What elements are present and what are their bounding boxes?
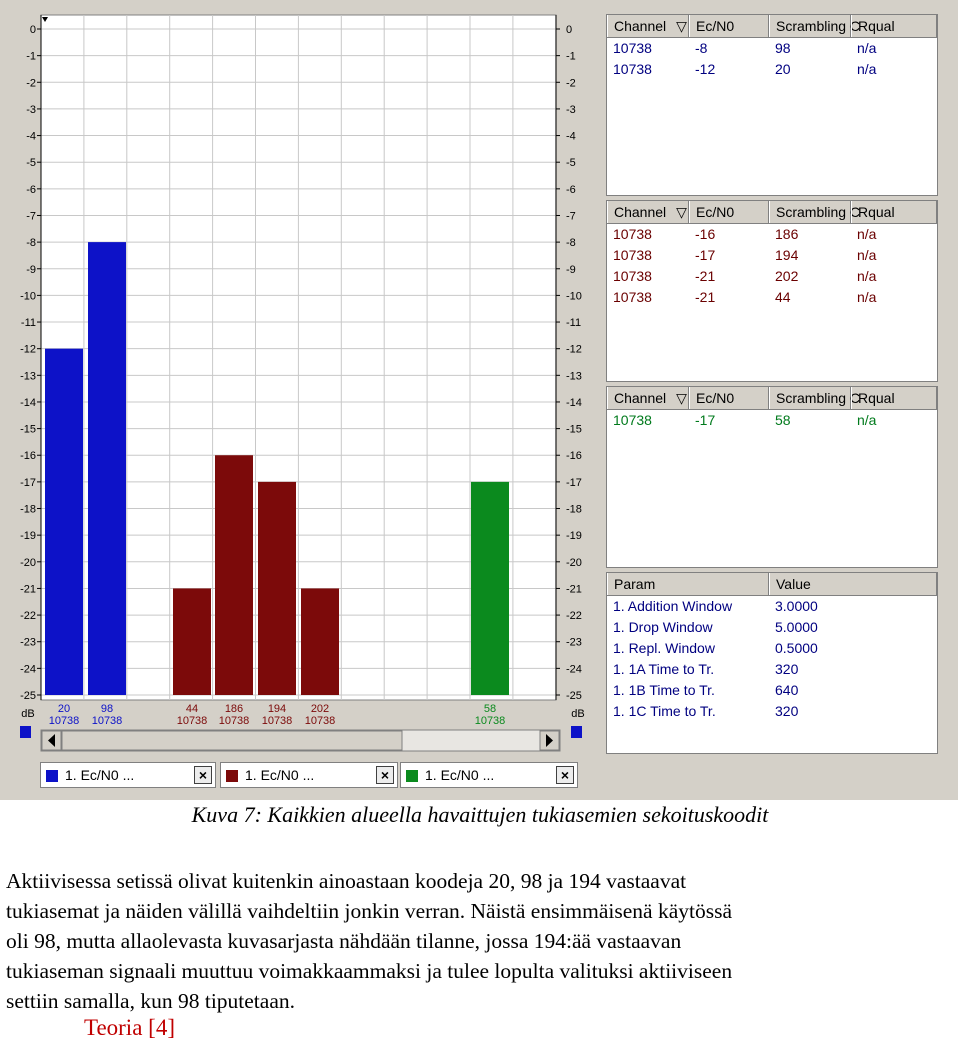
y-tick-label-left: -9 [26,263,36,276]
series-color-square [406,770,418,782]
param-row[interactable] [607,617,937,638]
y-tick-label-right: -18 [566,503,582,516]
y-tick-label-right: -1 [566,50,576,63]
table-cell: 98 [775,40,791,56]
unit-label-right: dB [571,708,585,720]
table-row[interactable] [607,266,937,287]
bar-scrambling-code-label: 186 [224,703,244,715]
y-tick-label-left: -21 [20,583,36,596]
param-value: 320 [775,703,799,719]
y-tick-label-left: -12 [20,343,36,356]
table-cell: 10738 [613,61,652,77]
y-tick-label-left: -5 [26,157,36,170]
table-cell: n/a [857,268,877,284]
bar-channel-label: 10738 [176,715,208,727]
param-row[interactable] [607,680,937,701]
bar-scrambling-code-label: 98 [100,703,114,715]
param-value: 0.5000 [775,640,818,656]
column-header-ecn0[interactable]: Ec/N0 [689,15,769,37]
column-header-rqual[interactable]: Rqual [851,201,937,223]
y-tick-label-right: -15 [566,423,582,436]
table-header [607,387,937,410]
y-tick-label-right: -3 [566,103,576,116]
bar-scrambling-code-194 [258,482,296,695]
y-tick-label-left: 0 [29,24,36,36]
table-row[interactable] [607,410,937,431]
series-tab-label: 1. Ec/N0 ... [65,767,135,783]
y-tick-label-right: -21 [566,583,582,596]
param-name: 1. Drop Window [613,619,713,635]
table-cell: 10738 [613,226,652,242]
table-cell: -8 [695,40,708,56]
y-tick-label-left: -10 [20,290,36,303]
table-header [607,15,937,38]
y-tick-label-right: -12 [566,343,582,356]
series-color-square [226,770,238,782]
y-tick-label-left: -13 [20,370,36,383]
bar-channel-label: 10738 [218,715,250,727]
sort-arrow-icon: ▽ [676,18,687,34]
bar-scrambling-code-58 [471,482,509,695]
column-header-param[interactable]: Param [607,573,769,595]
table-cell: -21 [695,268,716,284]
table-cell: 10738 [613,247,652,263]
paragraph-line: tukiaseman signaali muuttuu voimakkaammaksi ja tulee lopulta valituksi aktiiviseen [6,959,733,983]
y-tick-label-left: -4 [26,130,36,143]
column-header-scrambling-code[interactable]: Scrambling C [769,201,851,223]
y-tick-label-left: -22 [20,610,36,623]
param-row[interactable] [607,659,937,680]
bar-scrambling-code-202 [301,588,339,695]
y-tick-label-right: -10 [566,290,582,303]
y-tick-label-right: -13 [566,370,582,383]
y-tick-label-right: -20 [566,556,582,569]
body-paragraph [6,866,956,1016]
bar-scrambling-code-98 [88,242,126,695]
y-tick-label-left: -25 [20,690,36,702]
y-tick-label-left: -8 [26,237,36,250]
bar-channel-label: 10738 [91,715,123,727]
table-header [607,573,937,596]
parameters-table [606,572,938,754]
monitored-set-table [606,200,938,382]
param-name: 1. Addition Window [613,598,733,614]
y-tick-label-left: -19 [20,530,36,543]
y-tick-label-right: -8 [566,237,576,250]
table-cell: -21 [695,289,716,305]
sort-arrow-icon: ▽ [676,204,687,220]
table-row[interactable] [607,245,937,266]
table-cell: -17 [695,412,716,428]
column-header-channel[interactable]: Channel ▽ [607,387,689,409]
param-row[interactable] [607,701,937,722]
series-color-square [20,726,31,738]
column-header-scrambling-code[interactable]: Scrambling C [769,15,851,37]
bar-scrambling-code-44 [173,588,211,695]
table-cell: n/a [857,40,877,56]
bar-channel-label: 10738 [304,715,336,727]
close-icon[interactable]: × [556,766,574,784]
paragraph-line: settiin samalla, kun 98 tiputetaan. [6,989,295,1013]
table-cell: n/a [857,61,877,77]
table-cell: n/a [857,412,877,428]
y-tick-label-right: -24 [566,663,582,676]
param-name: 1. 1C Time to Tr. [613,703,716,719]
table-row[interactable] [607,224,937,245]
paragraph-line: Aktiivisessa setissä olivat kuitenkin ainoastaan koodeja 20, 98 ja 194 vastaavat [6,869,687,893]
bar-scrambling-code-20 [45,349,83,695]
param-value: 5.0000 [775,619,818,635]
y-tick-label-left: -11 [20,317,36,330]
y-tick-label-right: -2 [566,77,576,90]
table-cell: 10738 [613,40,652,56]
close-icon[interactable]: × [194,766,212,784]
param-value: 320 [775,661,799,677]
y-tick-label-right: -17 [566,476,582,489]
unit-label-left: dB [21,708,35,720]
series-tab-red[interactable] [220,762,398,788]
y-tick-label-left: -14 [20,396,36,409]
sort-arrow-icon: ▽ [676,390,687,406]
detected-set-table [606,386,938,568]
param-row[interactable] [607,638,937,659]
y-tick-label-right: -5 [566,157,576,170]
column-header-rqual[interactable]: Rqual [851,387,937,409]
table-row[interactable] [607,59,937,80]
column-header-ecn0[interactable]: Ec/N0 [689,387,769,409]
series-color-square [571,726,582,738]
scrollbar-thumb[interactable] [62,731,402,750]
y-tick-label-left: -20 [20,556,36,569]
table-cell: n/a [857,226,877,242]
y-tick-label-left: -6 [26,183,36,196]
y-tick-label-right: -7 [566,210,576,223]
column-header-rqual[interactable]: Rqual [851,15,937,37]
param-value: 3.0000 [775,598,818,614]
bar-scrambling-code-label: 194 [267,703,287,715]
table-cell: 10738 [613,289,652,305]
table-cell: n/a [857,289,877,305]
table-header [607,201,937,224]
ec-n0-bar-chart [0,0,600,760]
table-cell: 186 [775,226,799,242]
column-header-channel[interactable]: Channel ▽ [607,15,689,37]
theory-link[interactable]: Teoria [4] [84,1015,175,1040]
bar-scrambling-code-label: 20 [57,703,71,715]
param-name: 1. Repl. Window [613,640,715,656]
y-tick-label-left: -17 [20,476,36,489]
bar-scrambling-code-label: 202 [310,703,330,715]
y-tick-label-right: 0 [566,24,573,36]
y-tick-label-right: -4 [566,130,576,143]
table-cell: 20 [775,61,791,77]
table-cell: n/a [857,247,877,263]
close-icon[interactable]: × [376,766,394,784]
table-cell: 44 [775,289,791,305]
bar-channel-label: 10738 [261,715,293,727]
y-tick-label-left: -1 [26,50,36,63]
paragraph-line: oli 98, mutta allaolevasta kuvasarjasta nähdään tilanne, jossa 194:ää vastaavan [6,929,682,953]
bar-channel-label: 10738 [48,715,80,727]
param-value: 640 [775,682,799,698]
y-tick-label-left: -2 [26,77,36,90]
column-header-scrambling-code[interactable]: Scrambling C [769,387,851,409]
series-tab-blue[interactable] [40,762,216,788]
bar-channel-label: 10738 [474,715,506,727]
y-tick-label-right: -16 [566,450,582,463]
active-set-table [606,14,938,196]
y-tick-label-left: -24 [20,663,36,676]
series-tab-green[interactable] [400,762,578,788]
param-name: 1. 1A Time to Tr. [613,661,715,677]
y-tick-label-right: -23 [566,636,582,649]
table-cell: 202 [775,268,799,284]
column-header-channel[interactable]: Channel ▽ [607,201,689,223]
table-cell: -12 [695,61,716,77]
table-row[interactable] [607,38,937,59]
y-tick-label-right: -22 [566,610,582,623]
y-tick-label-right: -9 [566,263,576,276]
y-tick-label-right: -19 [566,530,582,543]
y-tick-label-left: -7 [26,210,36,223]
y-tick-label-left: -23 [20,636,36,649]
series-tab-label: 1. Ec/N0 ... [245,767,315,783]
y-tick-label-right: -6 [566,183,576,196]
table-cell: -17 [695,247,716,263]
y-tick-label-right: -14 [566,396,582,409]
y-tick-label-left: -18 [20,503,36,516]
y-tick-label-left: -16 [20,450,36,463]
paragraph-line: tukiasemat ja näiden välillä vaihdeltiin jonkin verran. Näistä ensimmäisenä käytössä [6,899,733,923]
bar-scrambling-code-186 [215,455,253,695]
table-cell: 10738 [613,412,652,428]
param-row[interactable] [607,596,937,617]
y-tick-label-left: -3 [26,103,36,116]
table-cell: -16 [695,226,716,242]
series-tab-label: 1. Ec/N0 ... [425,767,495,783]
bar-scrambling-code-label: 44 [185,703,199,715]
y-tick-label-right: -25 [566,690,582,702]
table-cell: 10738 [613,268,652,284]
column-header-ecn0[interactable]: Ec/N0 [689,201,769,223]
column-header-value[interactable]: Value [769,573,937,595]
bar-scrambling-code-label: 58 [483,703,497,715]
param-name: 1. 1B Time to Tr. [613,682,715,698]
series-color-square [46,770,58,782]
y-tick-label-right: -11 [566,317,582,330]
figure-caption: Kuva 7: Kaikkien alueella havaittujen tukiasemien sekoituskoodit [191,802,769,827]
table-row[interactable] [607,287,937,308]
table-cell: 194 [775,247,799,263]
y-tick-label-left: -15 [20,423,36,436]
table-cell: 58 [775,412,791,428]
